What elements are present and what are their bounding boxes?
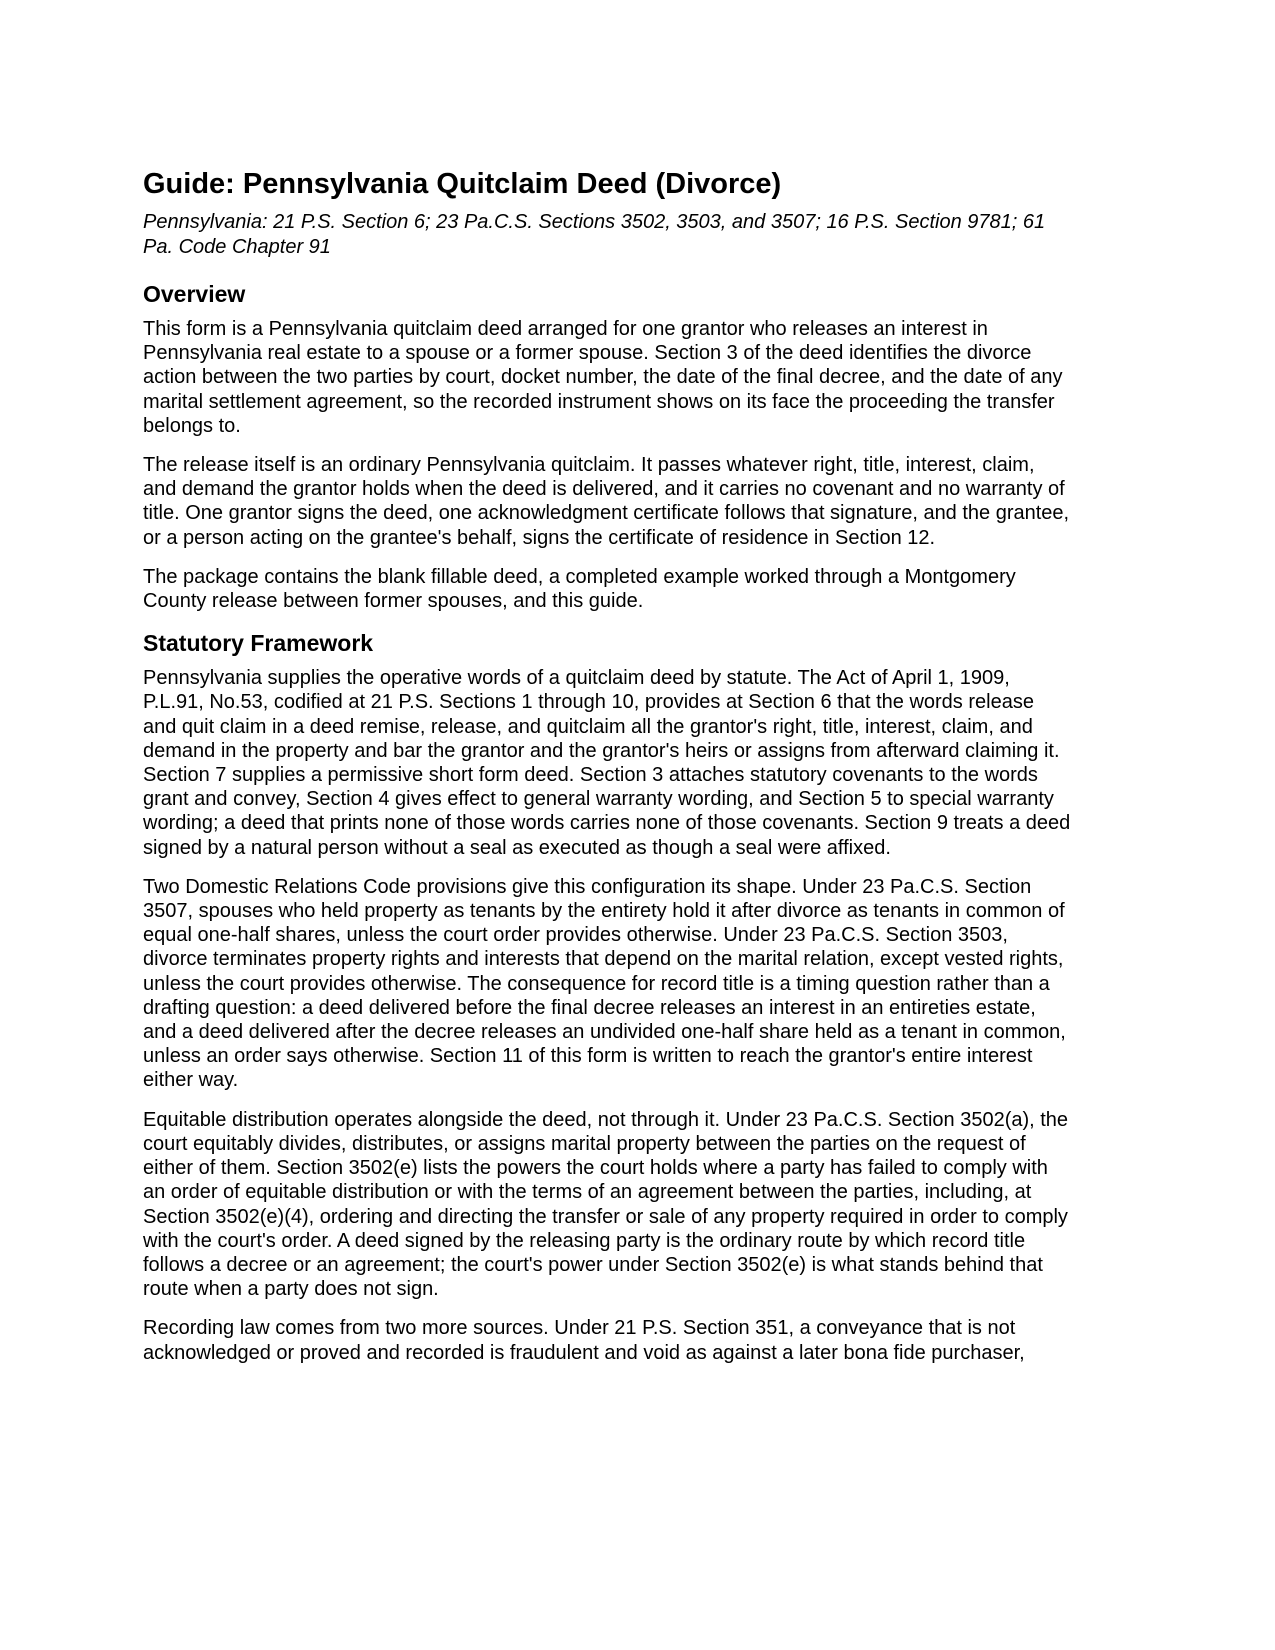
section-overview	[143, 279, 1071, 613]
paragraph: Two Domestic Relations Code provisions give this configuration its shape. Under 23 Pa.C.S. Section 3507, spouses who held property as tenants by the entirety hold it after divorce as tenants in common of equal one-half shares, unless the court order provides otherwise. Under 23 Pa.C.S. Section 3503, divorce terminates property rights and interests that depend on the marital relation, except vested rights, unless the court provides otherwise. The consequence for record title is a timing question rather than a drafting question: a deed delivered before the final decree releases an interest in an entireties estate, and a deed delivered after the decree releases an undivided one-half share held as a tenant in common, unless an order says otherwise. Section 11 of this form is written to reach the grantor's entire interest either way.	[143, 875, 1066, 1092]
paragraph: The package contains the blank fillable deed, a completed example worked through a Montgomery County release between former spouses, and this guide.	[143, 565, 1016, 613]
document-title: Guide: Pennsylvania Quitclaim Deed (Divorce)	[143, 168, 782, 200]
section-heading-overview: Overview	[143, 281, 246, 307]
section-statutory-framework	[143, 628, 1071, 1364]
paragraph: Pennsylvania supplies the operative words of a quitclaim deed by statute. The Act of April 1, 1909, P.L.91, No.53, codified at 21 P.S. Sections 1 through 10, provides at Section 6 that the words release and quit claim in a deed remise, release, and quitclaim all the grantor's right, title, interest, claim, and demand in the property and bar the grantor and the grantor's heirs or assigns from afterward claiming it. Section 7 supplies a permissive short form deed. Section 3 attaches statutory covenants to the words grant and convey, Section 4 gives effect to general warranty wording, and Section 5 to special warranty wording; a deed that prints none of those words carries none of those covenants. Section 9 treats a deed signed by a natural person without a seal as executed as though a seal were affixed.	[143, 667, 1071, 859]
paragraph: Recording law comes from two more sources. Under 21 P.S. Section 351, a conveyance that is not acknowledged or proved and recorded is fraudulent and void as against a later bona fide purchaser,	[143, 1317, 1025, 1364]
document-subtitle-citations: Pennsylvania: 21 P.S. Section 6; 23 Pa.C.S. Sections 3502, 3503, and 3507; 16 P.S. Section 9781; 61 Pa. Code Chapter 91	[143, 211, 1046, 258]
paragraph: This form is a Pennsylvania quitclaim deed arranged for one grantor who releases an interest in Pennsylvania real estate to a spouse or a former spouse. Section 3 of the deed identifies the divorce action between the two parties by court, docket number, the date of the final decree, and the date of any marital settlement agreement, so the recorded instrument shows on its face the proceeding the transfer belongs to.	[143, 318, 1063, 437]
paragraph: The release itself is an ordinary Pennsylvania quitclaim. It passes whatever right, title, interest, claim, and demand the grantor holds when the deed is delivered, and it carries no covenant and no warranty of title. One grantor signs the deed, one acknowledgment certificate follows that signature, and the grantee, or a person acting on the grantee's behalf, signs the certificate of residence in Section 12.	[143, 454, 1070, 549]
section-heading-statutory-framework: Statutory Framework	[143, 630, 374, 657]
document-page	[143, 166, 1071, 1380]
paragraph: Equitable distribution operates alongside the deed, not through it. Under 23 Pa.C.S. Section 3502(a), the court equitably divides, distributes, or assigns marital property between the parties on the request of either of them. Section 3502(e) lists the powers the court holds where a party has failed to comply with an order of equitable distribution or with the terms of an agreement between the parties, including, at Section 3502(e)(4), ordering and directing the transfer or sale of any property required in order to comply with the court's order. A deed signed by the releasing party is the ordinary route by which record title follows a decree or an agreement; the court's power under Section 3502(e) is what stands behind that route when a party does not sign.	[143, 1108, 1069, 1301]
